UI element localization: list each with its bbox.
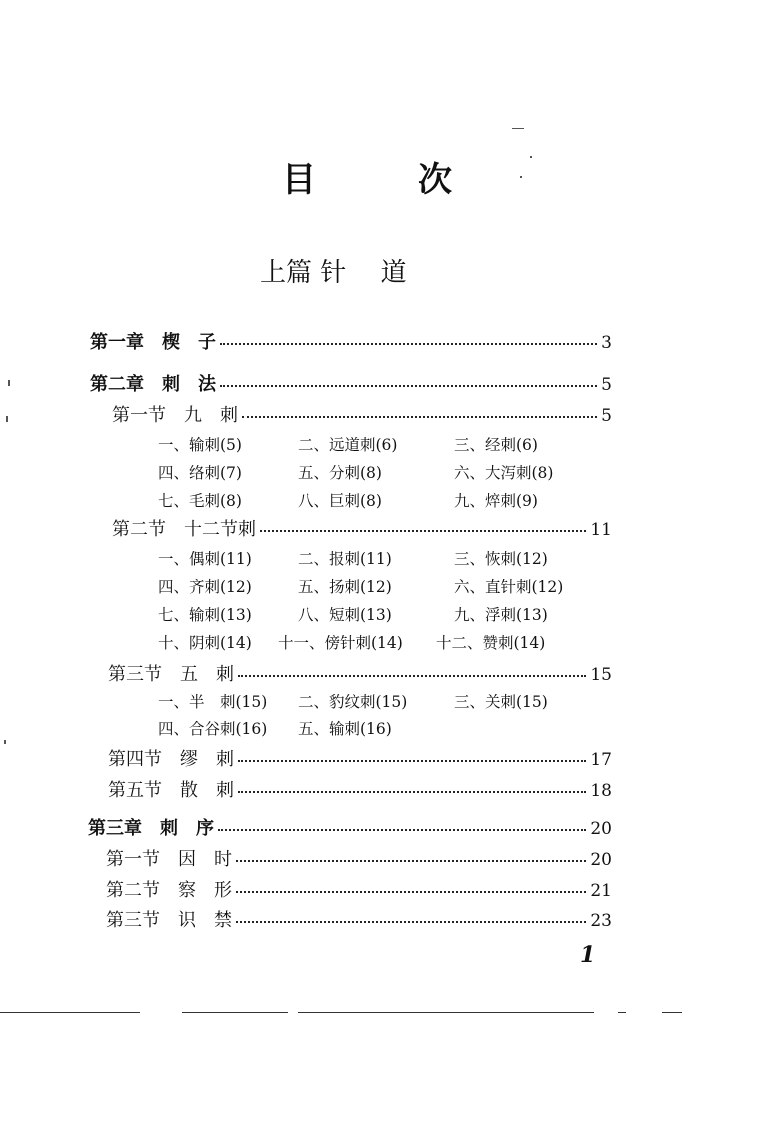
subentry[interactable]: 一、偶刺(11) <box>158 550 252 568</box>
subentry[interactable]: 二、豹纹刺(15) <box>298 693 408 711</box>
toc-section-3-3[interactable] <box>106 906 612 932</box>
scan-speck <box>6 416 8 422</box>
dot-leader <box>238 674 586 677</box>
chapter-label: 第一章 楔 子 <box>90 332 216 353</box>
subentry[interactable]: 三、经刺(6) <box>454 436 538 454</box>
subentry[interactable]: 二、报刺(11) <box>298 550 392 568</box>
page-ref: 18 <box>590 781 612 801</box>
page-ref: 15 <box>590 665 612 685</box>
subentry[interactable]: 一、输刺(5) <box>158 436 242 454</box>
scan-speck <box>512 128 524 129</box>
page-ref: 20 <box>590 850 612 870</box>
subentry[interactable]: 九、浮刺(13) <box>454 606 548 624</box>
page-ref: 20 <box>590 819 612 839</box>
toc-section-2-5[interactable] <box>108 776 612 802</box>
subentry[interactable]: 九、焠刺(9) <box>454 492 538 510</box>
chapter-label: 第三章 刺 序 <box>88 818 214 839</box>
toc-section-3-1[interactable] <box>106 845 612 871</box>
subentry[interactable]: 七、输刺(13) <box>158 606 252 624</box>
dot-leader <box>218 828 586 831</box>
subentry[interactable]: 四、齐刺(12) <box>158 578 252 596</box>
scan-speck <box>8 380 10 386</box>
toc-section-2-1[interactable] <box>112 401 612 427</box>
subentry[interactable]: 八、短刺(13) <box>298 606 392 624</box>
subentry[interactable]: 十、阴刺(14) <box>158 634 252 652</box>
scan-speck <box>4 740 6 744</box>
page-ref: 21 <box>590 881 612 901</box>
section-label: 第二节 察 形 <box>106 880 232 901</box>
subentry[interactable]: 四、络刺(7) <box>158 464 242 482</box>
subentry[interactable]: 七、毛刺(8) <box>158 492 242 510</box>
scan-rule <box>182 1012 288 1013</box>
scan-rule <box>298 1012 594 1013</box>
part-title: 上篇 针 道 <box>260 258 407 288</box>
section-label: 第二节 十二节刺 <box>112 519 256 540</box>
page-ref: 11 <box>590 520 612 540</box>
dot-leader <box>260 529 586 532</box>
dot-leader <box>242 415 597 418</box>
dot-leader <box>236 920 586 923</box>
subentry[interactable]: 二、远道刺(6) <box>298 436 398 454</box>
scan-rule <box>618 1012 626 1013</box>
section-label: 第四节 缪 刺 <box>108 749 234 770</box>
page-ref: 17 <box>590 750 612 770</box>
section-label: 第五节 散 刺 <box>108 780 234 801</box>
page-ref: 3 <box>601 333 612 353</box>
toc-chapter-2[interactable] <box>90 370 612 396</box>
subentry[interactable]: 三、恢刺(12) <box>454 550 548 568</box>
subentry[interactable]: 十一、傍针刺(14) <box>278 634 403 652</box>
subentry[interactable]: 十二、赞刺(14) <box>436 634 546 652</box>
subentry[interactable]: 五、分刺(8) <box>298 464 382 482</box>
dot-leader <box>238 790 586 793</box>
toc-section-2-2[interactable] <box>112 515 612 541</box>
section-label: 第三节 五 刺 <box>108 664 234 685</box>
subentry[interactable]: 六、直针刺(12) <box>454 578 564 596</box>
dot-leader <box>238 759 586 762</box>
section-label: 第三节 识 禁 <box>106 910 232 931</box>
page-ref: 5 <box>601 375 612 395</box>
toc-section-3-2[interactable] <box>106 876 612 902</box>
scan-speck <box>530 156 532 158</box>
scan-speck <box>520 176 522 178</box>
toc-title: 目 次 <box>282 160 452 200</box>
subentry[interactable]: 六、大泻刺(8) <box>454 464 554 482</box>
toc-section-2-3[interactable] <box>108 660 612 686</box>
page-ref: 23 <box>590 911 612 931</box>
subentry[interactable]: 四、合谷刺(16) <box>158 720 268 738</box>
scan-rule <box>662 1012 682 1013</box>
dot-leader <box>236 890 586 893</box>
dot-leader <box>236 859 586 862</box>
subentry[interactable]: 一、半 刺(15) <box>158 693 268 711</box>
dot-leader <box>220 342 597 345</box>
chapter-label: 第二章 刺 法 <box>90 374 216 395</box>
toc-section-2-4[interactable] <box>108 745 612 771</box>
subentry[interactable]: 五、输刺(16) <box>298 720 392 738</box>
subentry[interactable]: 三、关刺(15) <box>454 693 548 711</box>
subentry[interactable]: 八、巨刺(8) <box>298 492 382 510</box>
toc-chapter-1[interactable] <box>90 328 612 354</box>
subentry[interactable]: 五、扬刺(12) <box>298 578 392 596</box>
toc-chapter-3[interactable] <box>88 814 612 840</box>
scan-rule <box>0 1012 140 1013</box>
page-ref: 5 <box>601 406 612 426</box>
section-label: 第一节 九 刺 <box>112 405 238 426</box>
section-label: 第一节 因 时 <box>106 849 232 870</box>
page-number: 1 <box>580 942 596 968</box>
dot-leader <box>220 384 597 387</box>
